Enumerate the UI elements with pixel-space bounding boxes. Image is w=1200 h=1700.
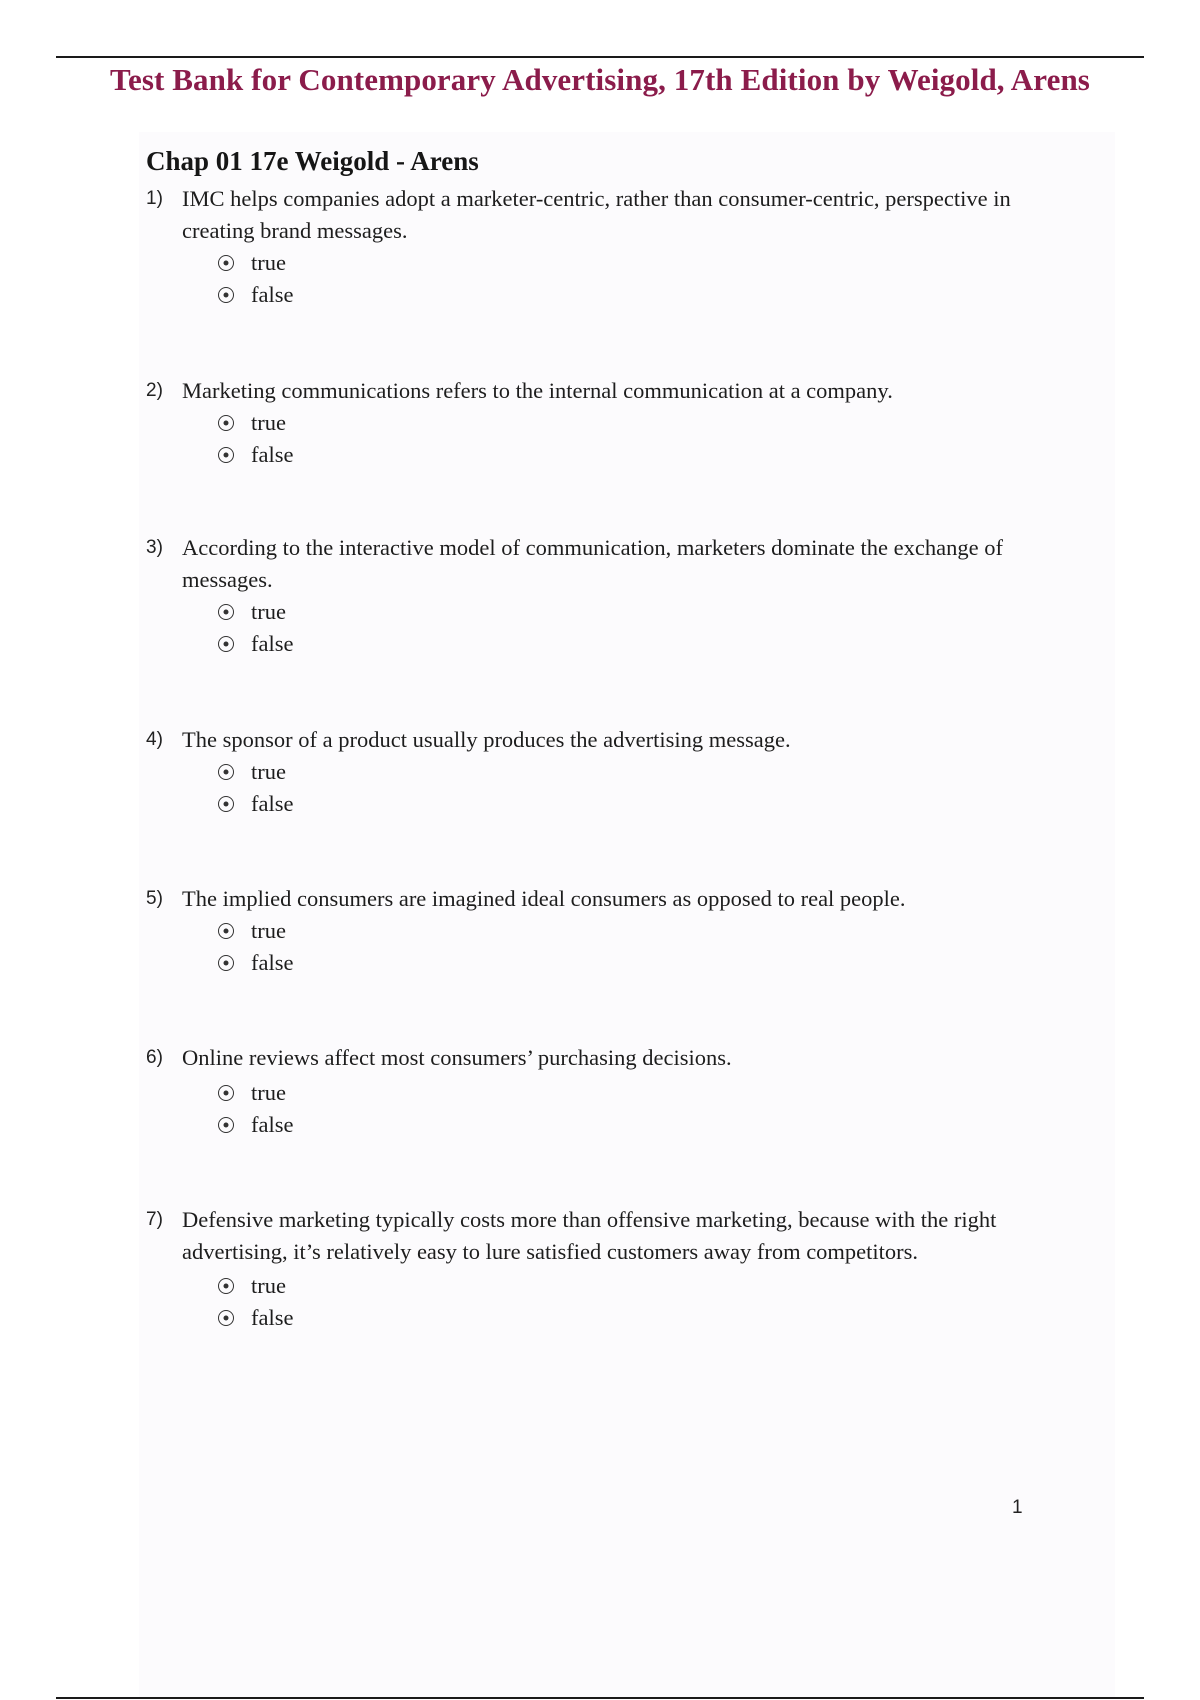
option-true[interactable] — [218, 1077, 1086, 1109]
answer-options — [218, 1270, 1086, 1334]
question-6 — [146, 1042, 1086, 1141]
option-label: false — [251, 442, 294, 467]
question-number: 6) — [146, 1047, 163, 1068]
answer-options — [218, 1077, 1086, 1141]
option-label: false — [251, 1305, 294, 1330]
answer-options — [218, 247, 1086, 311]
page-number: 1 — [1012, 1497, 1023, 1518]
question-text: The implied consumers are imagined ideal consumers as opposed to real people. — [182, 886, 906, 911]
question-text: Marketing communications refers to the internal communication at a company. — [182, 378, 893, 403]
question-number: 1) — [146, 188, 163, 209]
option-label: true — [251, 1273, 286, 1298]
question-7 — [146, 1204, 1086, 1334]
question-number: 3) — [146, 537, 163, 558]
option-false[interactable] — [218, 947, 1086, 979]
option-label: false — [251, 1112, 294, 1137]
option-true[interactable] — [218, 596, 1086, 628]
chapter-heading: Chap 01 17e Weigold - Arens — [146, 146, 479, 176]
question-number: 4) — [146, 729, 163, 750]
question-text: Online reviews affect most consumers’ purchasing decisions. — [182, 1045, 732, 1070]
option-label: true — [251, 410, 286, 435]
option-label: true — [251, 599, 286, 624]
radio-button-icon[interactable] — [218, 1117, 234, 1133]
option-label: true — [251, 918, 286, 943]
option-label: true — [251, 250, 286, 275]
radio-button-icon[interactable] — [218, 764, 234, 780]
radio-button-icon[interactable] — [218, 1278, 234, 1294]
question-5 — [146, 883, 1086, 979]
option-true[interactable] — [218, 915, 1086, 947]
option-true[interactable] — [218, 1270, 1086, 1302]
radio-button-icon[interactable] — [218, 447, 234, 463]
answer-options — [218, 407, 1086, 471]
option-false[interactable] — [218, 788, 1086, 820]
option-false[interactable] — [218, 628, 1086, 660]
option-false[interactable] — [218, 1109, 1086, 1141]
question-number: 2) — [146, 380, 163, 401]
question-1 — [146, 183, 1086, 311]
radio-button-icon[interactable] — [218, 955, 234, 971]
radio-button-icon[interactable] — [218, 415, 234, 431]
question-text: Defensive marketing typically costs more than offensive marketing, because with the right advertising, it’s relatively easy to lure satisfied customers away from competitors. — [182, 1207, 997, 1264]
option-false[interactable] — [218, 1302, 1086, 1334]
bottom-rule — [56, 1697, 1144, 1699]
radio-button-icon[interactable] — [218, 604, 234, 620]
option-label: false — [251, 950, 294, 975]
answer-options — [218, 915, 1086, 979]
option-false[interactable] — [218, 279, 1086, 311]
option-false[interactable] — [218, 439, 1086, 471]
option-true[interactable] — [218, 756, 1086, 788]
question-text: IMC helps companies adopt a marketer-centric, rather than consumer-centric, perspective in creating brand messages. — [182, 186, 1011, 243]
answer-options — [218, 596, 1086, 660]
option-label: false — [251, 791, 294, 816]
option-label: true — [251, 759, 286, 784]
question-text: The sponsor of a product usually produces the advertising message. — [182, 727, 791, 752]
option-label: false — [251, 282, 294, 307]
radio-button-icon[interactable] — [218, 1085, 234, 1101]
top-rule — [56, 56, 1144, 58]
radio-button-icon[interactable] — [218, 796, 234, 812]
option-label: false — [251, 631, 294, 656]
option-label: true — [251, 1080, 286, 1105]
radio-button-icon[interactable] — [218, 923, 234, 939]
question-4 — [146, 724, 1086, 820]
radio-button-icon[interactable] — [218, 287, 234, 303]
question-text: According to the interactive model of communication, marketers dominate the exchange of messages. — [182, 535, 1003, 592]
answer-options — [218, 756, 1086, 820]
question-number: 5) — [146, 888, 163, 909]
question-number: 7) — [146, 1209, 163, 1230]
option-true[interactable] — [218, 247, 1086, 279]
option-true[interactable] — [218, 407, 1086, 439]
question-3 — [146, 532, 1086, 660]
radio-button-icon[interactable] — [218, 1310, 234, 1326]
document-title: Test Bank for Contemporary Advertising, 17th Edition by Weigold, Arens — [110, 62, 1090, 97]
radio-button-icon[interactable] — [218, 255, 234, 271]
radio-button-icon[interactable] — [218, 636, 234, 652]
question-2 — [146, 375, 1086, 471]
